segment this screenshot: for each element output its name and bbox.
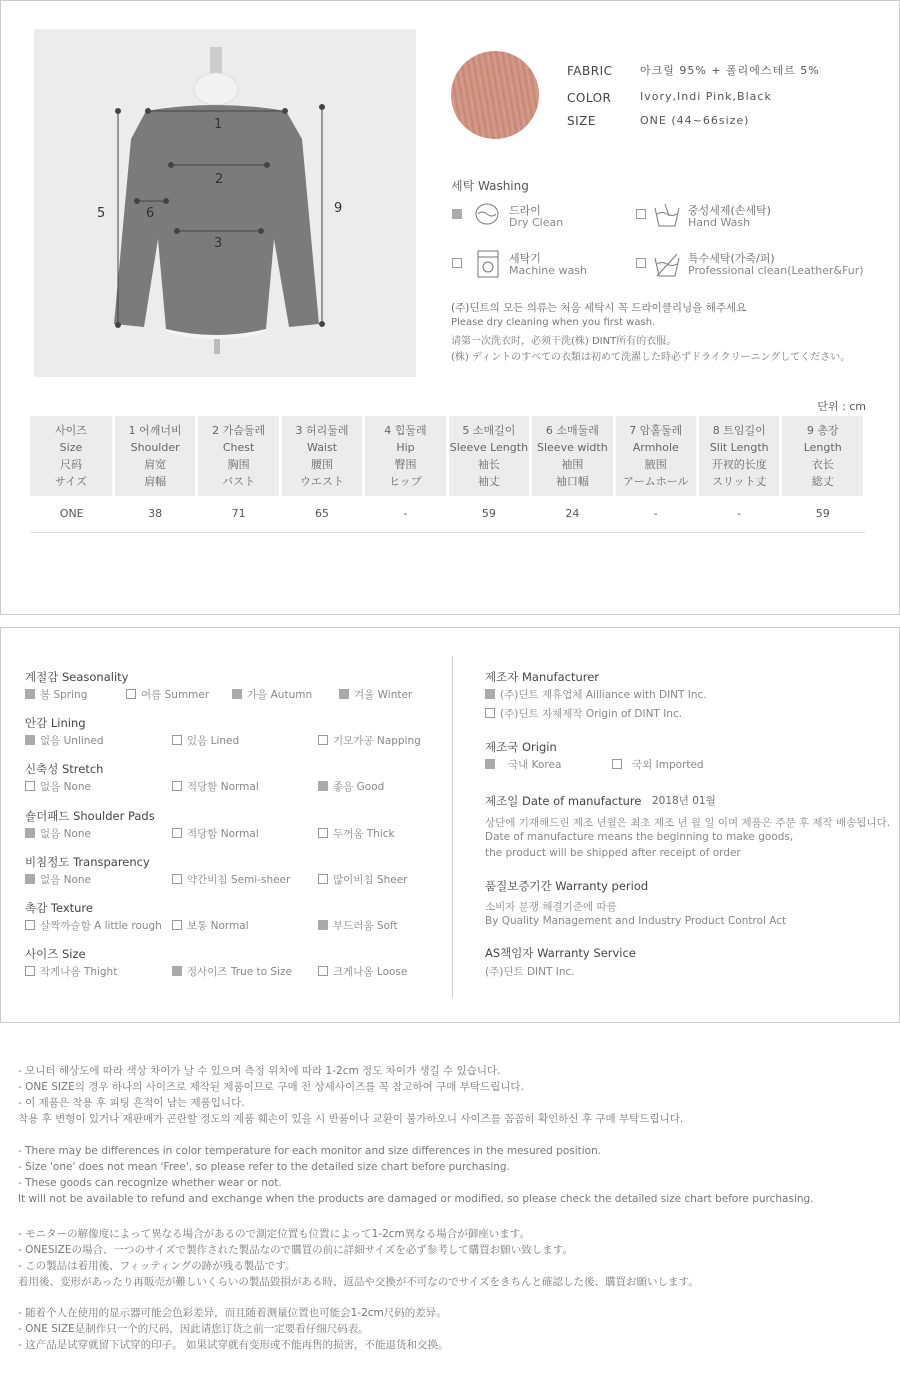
measure-label-sleeve-width: 6 bbox=[146, 206, 155, 221]
size-cell: 71 bbox=[197, 496, 280, 532]
size-header-cell: 6 소매둘레 Sleeve width 袖围 袖口幅 bbox=[531, 416, 614, 496]
professional-clean-checkbox[interactable] bbox=[636, 258, 646, 268]
size-cell: 59 bbox=[447, 496, 530, 532]
footnote-line: - 모니터 해상도에 따라 색상 차이가 날 수 있으며 측정 위치에 따라 1-2cm 정도 차이가 생길 수 있습니다. bbox=[18, 1065, 501, 1077]
manufacturer-option-origin[interactable]: (주)딘트 자체제작 Origin of DINT Inc. bbox=[485, 706, 682, 721]
attribute-title: 사이즈 Size bbox=[25, 947, 86, 962]
size-header-cell: 1 어깨너비 Shoulder 肩宽 肩幅 bbox=[113, 416, 196, 496]
footnote-line: - モニターの解像度によって異なる場合があるので測定位置も位置によって1-2cm異なる場合が御座います。 bbox=[18, 1228, 530, 1240]
footnote-line: - 随着个人在使用的显示器可能会色彩差异，而且随着测量位置也可能会1-2cm尺码的差异。 bbox=[18, 1307, 447, 1319]
size-table bbox=[30, 416, 866, 533]
date-note-1: 상단에 기재해드린 제조 년월은 최초 제조 년 월 일 이며 제품은 주문 후 제작 배송됩니다. bbox=[485, 817, 891, 829]
size-value: ONE (44~66size) bbox=[640, 114, 750, 127]
footnote-line: 착용 후 변형이 있거나 재판매가 곤란할 정도의 제품 훼손이 있을 시 반품이나 교환이 불가하오니 사이즈를 꼼꼼히 확인하신 후 구매 부탁드립니다. bbox=[18, 1113, 684, 1125]
option-checkbox[interactable] bbox=[25, 966, 35, 976]
origin-option-imported[interactable]: 국외 Imported bbox=[612, 757, 704, 772]
size-info-panel bbox=[0, 0, 900, 615]
footnote-line: It will not be available to refund and exchange when the products are damaged or modified, so please check the detailed size chart before purchasing. bbox=[18, 1193, 814, 1205]
size-cell: - bbox=[698, 496, 781, 532]
attribute-option[interactable]: 작게나옴 Thight bbox=[25, 964, 117, 979]
origin-title: 제조국 Origin bbox=[485, 740, 557, 754]
size-header-cell: 3 허리둘레 Waist 腰围 ウエスト bbox=[280, 416, 363, 496]
option-checkbox[interactable] bbox=[25, 735, 35, 745]
size-header-cell: 7 암홀둘레 Armhole 腋围 アームホール bbox=[614, 416, 697, 496]
attribute-option[interactable]: 여름 Summer bbox=[126, 687, 209, 702]
option-checkbox[interactable] bbox=[25, 828, 35, 838]
footnote-line: - There may be differences in color temperature for each monitor and size differences in the mesured position. bbox=[18, 1145, 602, 1157]
size-label: SIZE bbox=[567, 114, 596, 128]
size-header-cell: 2 가슴둘레 Chest 胸围 バスト bbox=[197, 416, 280, 496]
size-header-cell: 8 트임길이 Slit Length 开衩的长度 スリット丈 bbox=[698, 416, 781, 496]
footnote-line: - 이 제품은 착용 후 피팅 흔적이 남는 제품입니다. bbox=[18, 1097, 245, 1109]
hand-wash-kr: 중성세제(손세탁) bbox=[688, 204, 771, 217]
option-checkbox[interactable] bbox=[172, 966, 182, 976]
attribute-title: 비침정도 Transparency bbox=[25, 854, 150, 869]
wash-note-en: Please dry cleaning when you first wash. bbox=[451, 317, 656, 328]
attribute-title: 안감 Lining bbox=[25, 716, 86, 731]
table-row bbox=[30, 496, 865, 532]
footnote-line: - この製品は着用後、フィッティングの跡が残る製品です。 bbox=[18, 1260, 296, 1272]
professional-clean-icon bbox=[653, 250, 681, 278]
attribute-option[interactable]: 없음 None bbox=[25, 826, 91, 841]
attribute-option[interactable]: 겨울 Winter bbox=[339, 687, 412, 702]
attribute-title: 계절감 Seasonality bbox=[25, 670, 129, 684]
size-table-header bbox=[30, 416, 865, 496]
option-checkbox[interactable] bbox=[172, 828, 182, 838]
dry-clean-checkbox[interactable] bbox=[452, 209, 462, 219]
attribute-option[interactable]: 없음 None bbox=[25, 872, 91, 887]
option-checkbox[interactable] bbox=[318, 966, 328, 976]
date-value: 2018년 01월 bbox=[652, 795, 716, 807]
measure-label-waist: 3 bbox=[214, 236, 223, 251]
attribute-option[interactable]: 살짝까슬함 A little rough bbox=[25, 918, 162, 933]
machine-wash-checkbox[interactable] bbox=[452, 258, 462, 268]
option-checkbox[interactable] bbox=[318, 781, 328, 791]
option-checkbox[interactable] bbox=[172, 781, 182, 791]
attribute-title: 숄더패드 Shoulder Pads bbox=[25, 808, 155, 823]
measure-label-chest: 2 bbox=[215, 172, 224, 187]
attribute-option[interactable]: 크게나옴 Loose bbox=[318, 964, 407, 979]
option-checkbox[interactable] bbox=[25, 920, 35, 930]
attribute-option[interactable]: 적당함 Normal bbox=[172, 826, 259, 841]
attribute-option[interactable]: 가을 Autumn bbox=[232, 687, 312, 702]
footnote-line: - 这产品是试穿就留下试穿的印子。 如果试穿就有变形或不能再售的损害，不能退货和交换。 bbox=[18, 1339, 449, 1351]
measure-label-sleeve-length: 5 bbox=[97, 206, 106, 221]
measure-label-length: 9 bbox=[334, 201, 343, 216]
attribute-option[interactable]: 봄 Spring bbox=[25, 687, 87, 702]
machine-wash-icon bbox=[477, 250, 499, 278]
hand-wash-checkbox[interactable] bbox=[636, 209, 646, 219]
size-cell: - bbox=[614, 496, 697, 532]
professional-clean-kr: 특수세탁(가죽/퍼) bbox=[688, 252, 775, 265]
product-attributes-panel bbox=[0, 627, 900, 1023]
option-checkbox[interactable] bbox=[172, 735, 182, 745]
warranty-title: 품질보증기간 Warranty period bbox=[485, 879, 649, 893]
attribute-title: 신축성 Stretch bbox=[25, 762, 104, 777]
option-checkbox[interactable] bbox=[232, 689, 242, 699]
date-note-3: the product will be shipped after receipt of order bbox=[485, 847, 741, 859]
color-label: COLOR bbox=[567, 91, 612, 105]
fabric-value: 아크릴 95% + 폴리에스테르 5% bbox=[640, 64, 820, 77]
color-value: Ivory,Indi Pink,Black bbox=[640, 90, 772, 103]
unit-label: 단위 : cm bbox=[817, 400, 866, 413]
footnote-line: - Size 'one' does not mean 'Free', so please refer to the detailed size chart before purchasing. bbox=[18, 1161, 510, 1173]
attribute-option[interactable]: 약간비침 Semi-sheer bbox=[172, 872, 290, 887]
garment-measurement-image bbox=[34, 29, 416, 377]
option-checkbox[interactable] bbox=[172, 874, 182, 884]
option-checkbox[interactable] bbox=[318, 828, 328, 838]
attribute-option[interactable]: 보통 Normal bbox=[172, 918, 249, 933]
size-cell: 65 bbox=[280, 496, 363, 532]
as-value: (주)딘트 DINT Inc. bbox=[485, 966, 575, 978]
size-cell: ONE bbox=[30, 496, 113, 532]
attribute-option[interactable]: 정사이즈 True to Size bbox=[172, 964, 292, 979]
footnote-line: - ONE SIZE의 경우 하나의 사이즈로 제작된 제품이므로 구매 전 상세사이즈를 꼭 참고하여 구매 부탁드립니다. bbox=[18, 1081, 524, 1093]
wash-note-ja: (株) ディントのすべての衣類は初めて洗濯した時必ずドライクリーニングしてください。 bbox=[451, 352, 851, 363]
machine-wash-kr: 세탁기 bbox=[509, 252, 541, 265]
footnote-line: - These goods can recognize whether wear or not. bbox=[18, 1177, 282, 1189]
manufacturer-title: 제조자 Manufacturer bbox=[485, 670, 600, 684]
column-divider bbox=[452, 656, 453, 998]
washing-title: 세탁 Washing bbox=[451, 179, 529, 193]
mannequin-illustration bbox=[34, 29, 416, 377]
option-checkbox[interactable] bbox=[318, 735, 328, 745]
footnote-line: 着用後、変形があったり再販売が難しいくらいの製品毀損がある時、返品や交換が不可なのでサイズをきちんと確認した後、購買お願いします。 bbox=[18, 1276, 699, 1288]
professional-clean-en: Professional clean(Leather&Fur) bbox=[688, 264, 864, 277]
hand-wash-en: Hand Wash bbox=[688, 216, 751, 229]
wash-note-zh: 请第一次洗衣时，必须干洗(株) DINT所有的衣服。 bbox=[451, 336, 677, 347]
attribute-option[interactable]: 기모가공 Napping bbox=[318, 733, 421, 748]
dry-clean-en: Dry Clean bbox=[509, 216, 564, 229]
option-checkbox[interactable] bbox=[172, 920, 182, 930]
date-note-2: Date of manufacture means the beginning to make goods, bbox=[485, 831, 794, 843]
attribute-option[interactable]: 좋음 Good bbox=[318, 779, 384, 794]
attribute-title: 촉감 Texture bbox=[25, 901, 93, 915]
attribute-option[interactable]: 없음 Unlined bbox=[25, 733, 104, 748]
footnote-line: - ONE SIZE是制作只一个的尺码，因此请您订货之前一定要看仔细尺码表。 bbox=[18, 1323, 369, 1335]
size-cell: 24 bbox=[531, 496, 614, 532]
attribute-option[interactable]: 없음 None bbox=[25, 779, 91, 794]
size-header-cell: 사이즈 Size 尺码 サイズ bbox=[30, 416, 113, 496]
size-header-cell: 4 힙둘레 Hip 臀围 ヒップ bbox=[364, 416, 447, 496]
option-checkbox[interactable] bbox=[318, 874, 328, 884]
machine-wash-en: Machine wash bbox=[509, 264, 587, 277]
attribute-option[interactable]: 두꺼움 Thick bbox=[318, 826, 395, 841]
manufacturer-option-alliance[interactable]: (주)딘트 제휴업체 Ailliance with DINT Inc. bbox=[485, 687, 707, 702]
size-cell: - bbox=[364, 496, 447, 532]
option-checkbox[interactable] bbox=[318, 920, 328, 930]
wash-note-kr: (주)딘트의 모든 의류는 처음 세탁시 꼭 드라이클리닝을 해주세요 bbox=[451, 302, 747, 314]
date-title: 제조일 Date of manufacture bbox=[485, 794, 642, 808]
as-title: AS책임자 Warranty Service bbox=[485, 946, 636, 960]
attribute-option[interactable]: 있음 Lined bbox=[172, 733, 239, 748]
fabric-label: FABRIC bbox=[567, 64, 613, 78]
warranty-line-1: 소비자 분쟁 해결기준에 따름 bbox=[485, 901, 617, 913]
option-checkbox[interactable] bbox=[25, 874, 35, 884]
attribute-option[interactable]: 부드러움 Soft bbox=[318, 918, 398, 933]
dry-clean-icon bbox=[474, 202, 501, 226]
option-checkbox[interactable] bbox=[25, 781, 35, 791]
warranty-line-2: By Quality Management and Industry Product Control Act bbox=[485, 915, 787, 927]
attribute-option[interactable]: 적당함 Normal bbox=[172, 779, 259, 794]
attribute-option[interactable]: 많이비침 Sheer bbox=[318, 872, 407, 887]
size-header-cell: 9 총장 Length 衣长 総丈 bbox=[781, 416, 865, 496]
dry-clean-kr: 드라이 bbox=[509, 204, 541, 217]
option-checkbox[interactable] bbox=[126, 689, 136, 699]
size-header-cell: 5 소매길이 Sleeve Length 袖长 袖丈 bbox=[447, 416, 530, 496]
fabric-swatch bbox=[451, 51, 539, 139]
origin-option-korea[interactable]: 국내 Korea bbox=[485, 757, 561, 772]
size-cell: 59 bbox=[781, 496, 865, 532]
option-checkbox[interactable] bbox=[25, 689, 35, 699]
measure-label-shoulder: 1 bbox=[214, 117, 223, 132]
option-checkbox[interactable] bbox=[339, 689, 349, 699]
hand-wash-icon bbox=[653, 202, 681, 228]
footnote-line: - ONESIZEの場合、一つのサイズで製作された製品なので購買の前に詳細サイズを必ず参考して購買お願い致します。 bbox=[18, 1244, 573, 1256]
size-cell: 38 bbox=[113, 496, 196, 532]
